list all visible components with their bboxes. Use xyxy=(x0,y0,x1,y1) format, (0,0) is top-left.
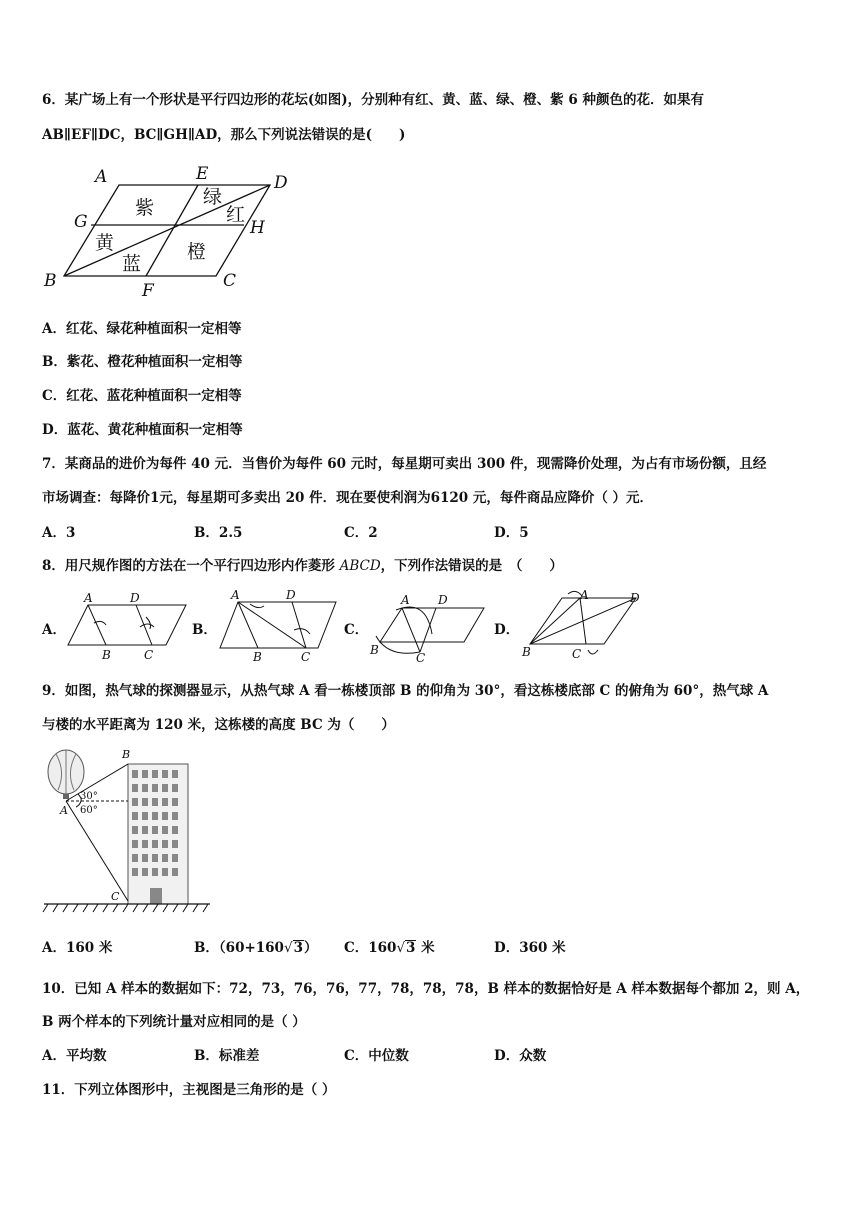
q8-figure-b xyxy=(214,586,340,662)
option-text: 红花、蓝花种植面积一定相等 xyxy=(66,388,242,404)
q8-option-c-key: C． xyxy=(344,622,369,638)
q8-figure-a xyxy=(64,590,190,662)
svg-text:B: B xyxy=(253,650,262,662)
svg-text:A: A xyxy=(231,588,240,602)
option-text: 红花、绿花种植面积一定相等 xyxy=(65,321,242,337)
q10-stem-line1: 10．已知 A 样本的数据如下：72，73，76，76，77，78，78，78，B 样本的数据恰好是 A 样本数据每个都加 2，则 A， xyxy=(42,981,810,997)
q9-option-c: C．160√3 米 xyxy=(344,940,435,956)
svg-text:D: D xyxy=(286,588,296,602)
option-key: A． xyxy=(42,321,66,337)
q6-region-yellow: 黄 xyxy=(95,232,115,254)
option-text: 紫花、橙花种植面积一定相等 xyxy=(66,354,243,370)
q6-region-orange: 橙 xyxy=(187,241,207,263)
q10-option-a: A．平均数 xyxy=(42,1048,107,1064)
q6-region-purple: 紫 xyxy=(135,197,155,219)
option-text: 蓝花、黄花种植面积一定相等 xyxy=(67,422,243,438)
q9-label-b: B xyxy=(122,748,131,761)
svg-text:B: B xyxy=(522,645,531,659)
svg-text:B: B xyxy=(370,643,379,657)
svg-text:A: A xyxy=(84,591,93,605)
q6-label-a: A xyxy=(95,167,108,187)
q9-option-a: A．160 米 xyxy=(42,940,113,956)
q6-option-b xyxy=(42,353,242,371)
q9-angle-30: 30° xyxy=(80,791,98,802)
q6-option-c xyxy=(42,387,242,405)
svg-text:D: D xyxy=(130,591,140,605)
option-key: C． xyxy=(42,388,67,404)
q10-stem-line2: B 两个样本的下列统计量对应相同的是（ ） xyxy=(42,1014,306,1030)
q8-option-d-key: D． xyxy=(494,622,520,638)
q6-label-c: C xyxy=(223,271,237,291)
q7-stem-line1: 7．某商品的进价为每件 40 元．当售价为每件 60 元时，每星期可卖出 300 件，现需降价处理，为占有市场份额，且经 xyxy=(42,456,767,472)
q6-label-h: H xyxy=(250,218,265,238)
svg-text:C: C xyxy=(144,648,154,662)
q9-balloon-building-figure xyxy=(42,744,214,916)
building-icon xyxy=(128,764,188,904)
q7-option-a: A．3 xyxy=(42,525,76,541)
q9-option-d: D．360 米 xyxy=(494,940,566,956)
q6-label-e: E xyxy=(196,164,209,184)
q6-region-red: 红 xyxy=(226,204,246,226)
q10-option-d: D．众数 xyxy=(494,1048,547,1064)
q7-option-d: D．5 xyxy=(494,525,529,541)
q9-stem-line2: 与楼的水平距离为 120 米，这栋楼的高度 BC 为（ ） xyxy=(42,717,395,733)
q10-option-c: C．中位数 xyxy=(344,1048,409,1064)
q6-region-blue: 蓝 xyxy=(122,253,142,275)
svg-text:C: C xyxy=(301,650,311,662)
q7-option-b: B．2.5 xyxy=(194,525,243,541)
q6-label-g: G xyxy=(74,212,88,232)
q7-stem-line2: 市场调查：每降价1元，每星期可多卖出 20 件．现在要使利润为6120 元，每件商品应降价（ ）元． xyxy=(42,490,654,506)
q6-label-d: D xyxy=(274,173,288,193)
svg-text:D: D xyxy=(630,591,640,605)
q8-figure-c xyxy=(366,588,492,662)
q9-label-a: A xyxy=(60,804,68,817)
q8-option-b-key: B． xyxy=(192,622,217,638)
q7-option-c: C．2 xyxy=(344,525,378,541)
hot-air-balloon-icon xyxy=(48,750,84,799)
svg-text:D: D xyxy=(438,593,448,607)
q8-figure-d xyxy=(516,586,646,662)
option-key: B． xyxy=(42,354,67,370)
q6-stem-line2: AB∥EF∥DC，BC∥GH∥AD，那么下列说法错误的是( ) xyxy=(42,127,406,143)
q6-option-a xyxy=(42,320,241,338)
q9-angle-60: 60° xyxy=(80,805,98,816)
q6-option-d xyxy=(42,421,243,439)
svg-text:C: C xyxy=(416,651,426,662)
q6-label-b: B xyxy=(44,271,57,291)
svg-text:A: A xyxy=(580,588,589,602)
q9-stem-line1: 9．如图，热气球的探测器显示，从热气球 A 看一栋楼顶部 B 的仰角为 30°，看这栋楼底部 C 的俯角为 60°，热气球 A xyxy=(42,683,769,699)
q11-stem: 11．下列立体图形中，主视图是三角形的是（ ） xyxy=(42,1082,336,1098)
q6-parallelogram-figure xyxy=(42,163,302,298)
q8-stem: 8．用尺规作图的方法在一个平行四边形内作菱形 ABCD，下列作法错误的是 （ ） xyxy=(42,558,563,574)
q6-region-green: 绿 xyxy=(203,186,223,208)
svg-text:C: C xyxy=(572,647,582,661)
q6-diagonal-bd xyxy=(64,185,270,276)
q9-option-b: B．（60+160√3） xyxy=(194,940,318,956)
q6-label-f: F xyxy=(142,281,154,298)
q10-option-b: B．标准差 xyxy=(194,1048,260,1064)
svg-text:A: A xyxy=(401,593,410,607)
option-key: D． xyxy=(42,422,68,438)
q6-stem-line1: 6．某广场上有一个形状是平行四边形的花坛(如图)，分别种有红、黄、蓝、绿、橙、紫 6 种颜色的花．如果有 xyxy=(42,92,704,108)
q8-option-a-key: A． xyxy=(42,622,66,638)
q9-label-c: C xyxy=(111,890,120,903)
svg-text:B: B xyxy=(102,648,111,662)
